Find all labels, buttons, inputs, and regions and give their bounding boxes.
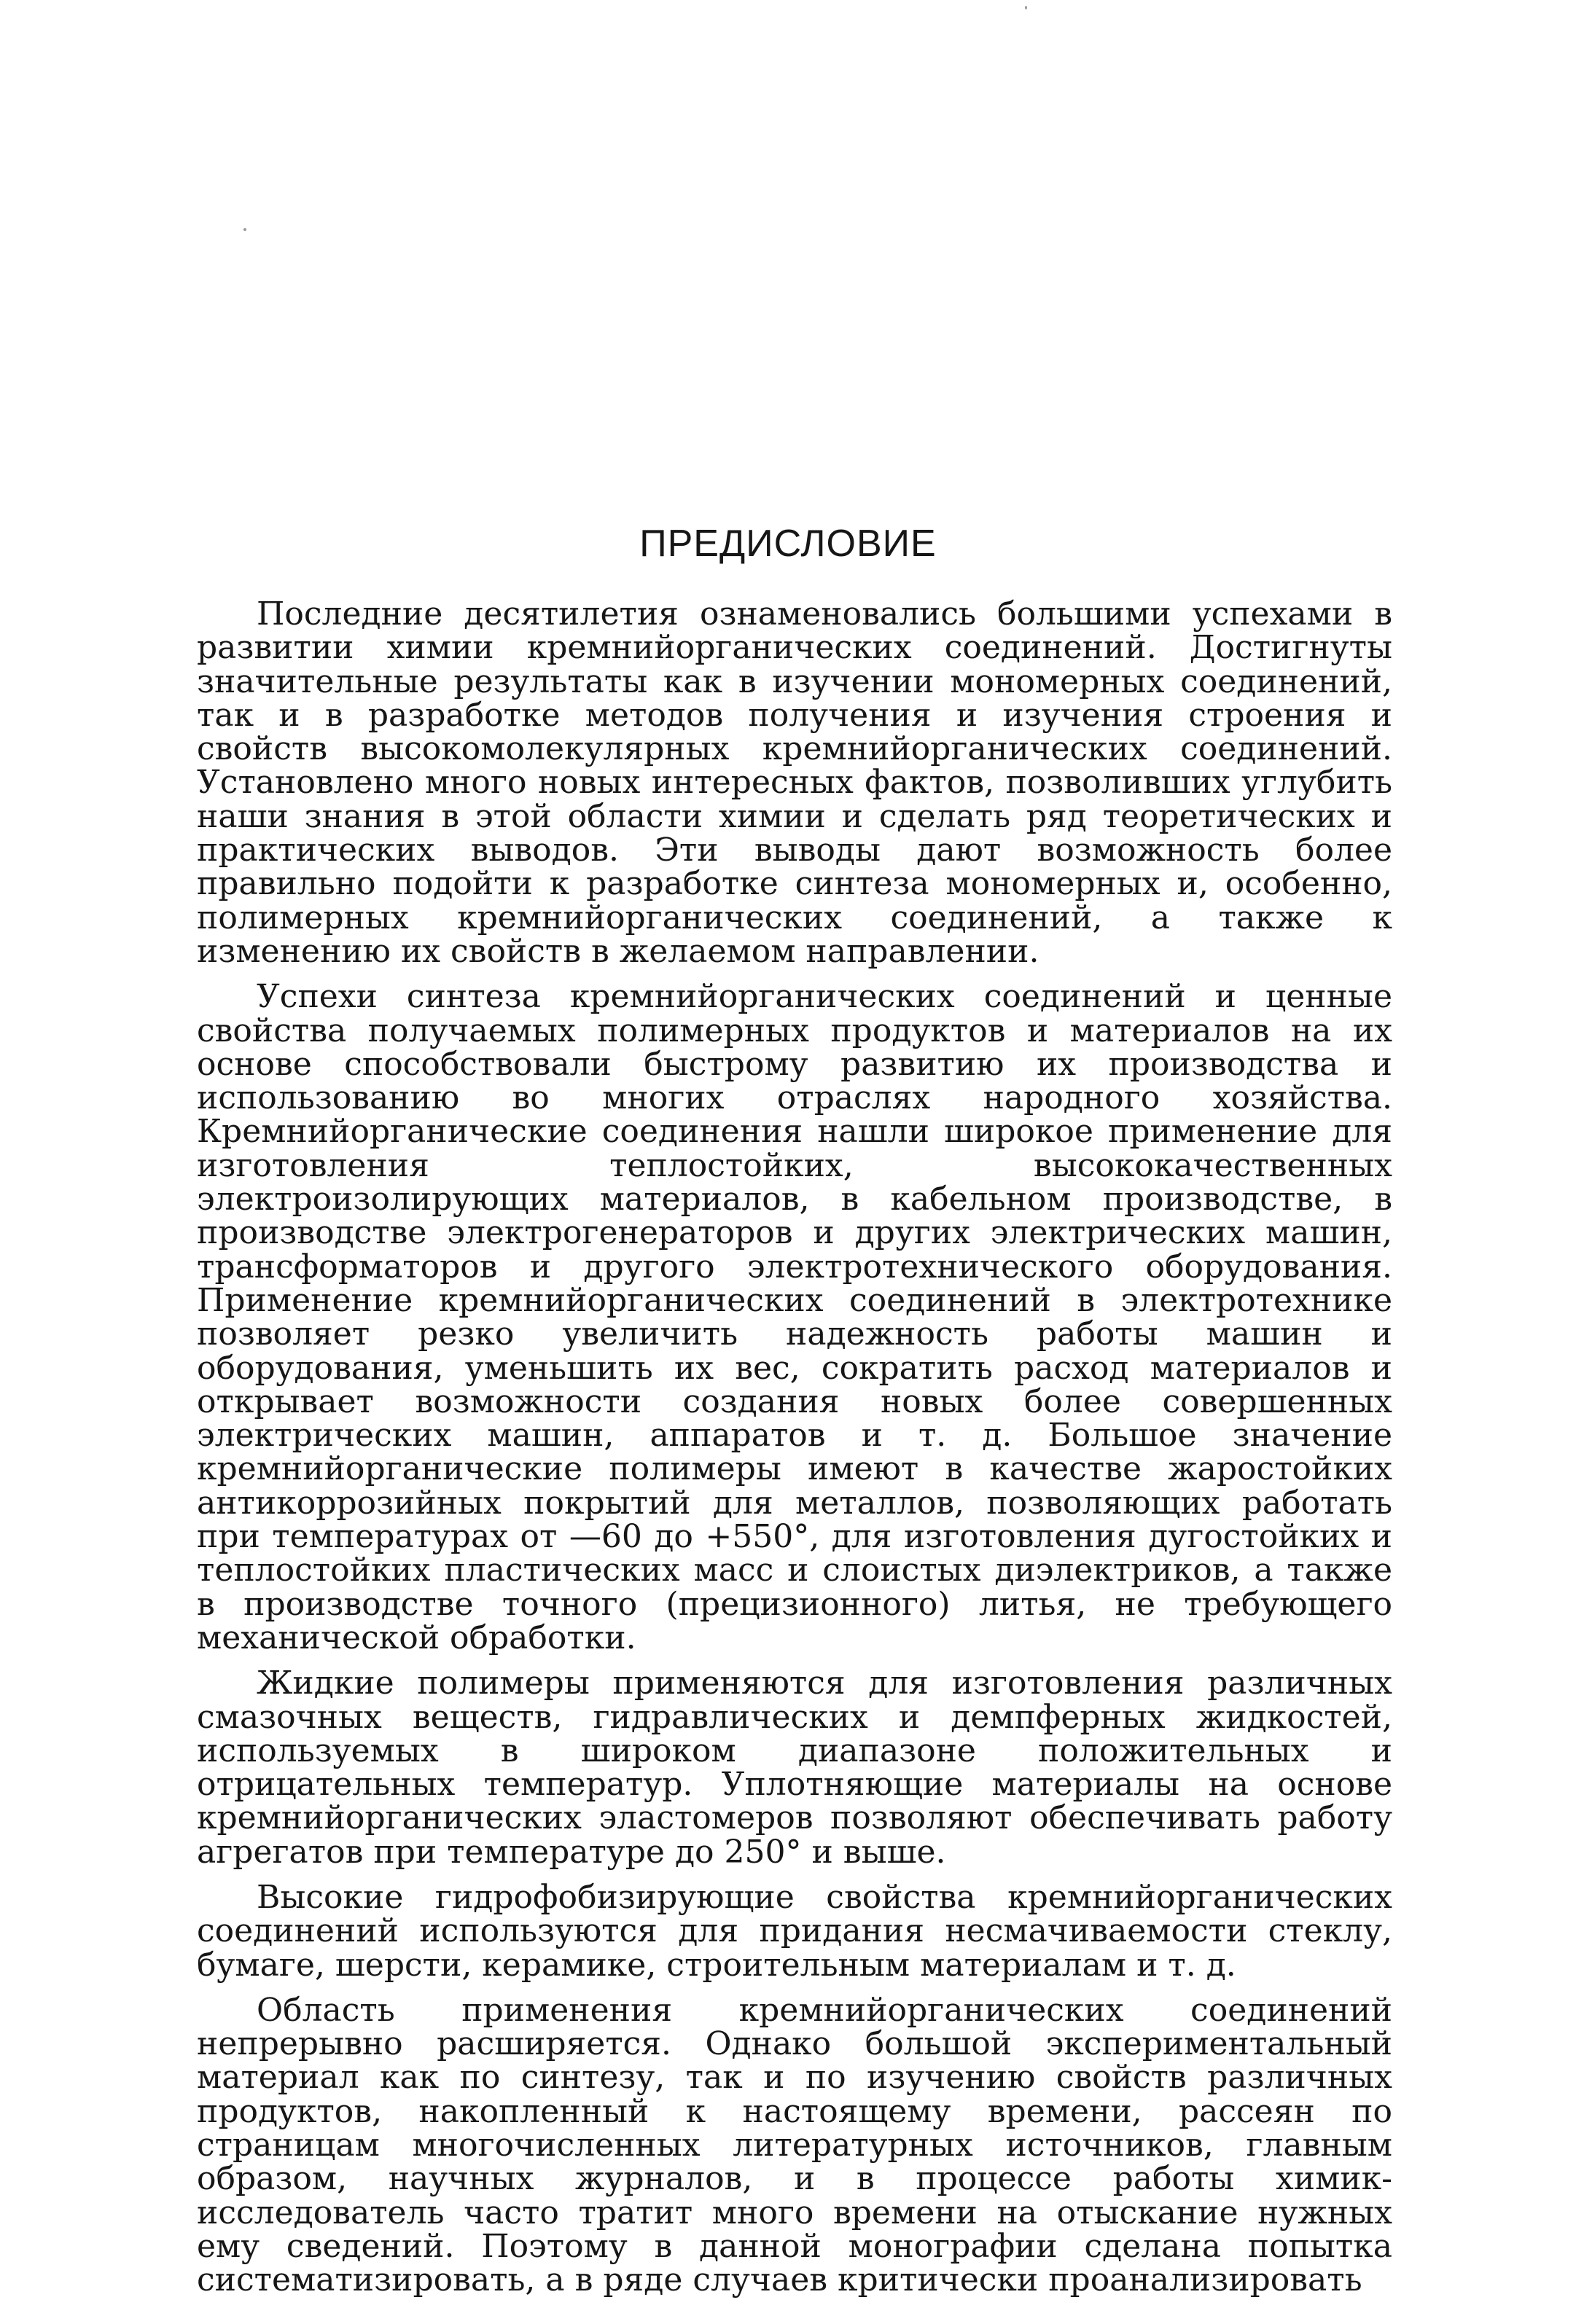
paragraph-1: Последние десятилетия ознаменовались большими успехами в развитии химии кремнийорганических соединений. Достигнуты значительные результаты как в изучении мономерных соединений, так и в разработке методов получения и изучения строения и свойств высокомолекулярных кремнийорганических соединений. Установлено много новых интересных фактов, позволивших углубить наши знания в этой области химии и сделать ряд теоретических и практических выводов. Эти выводы дают возможность более правильно подойти к разработке синтеза мономерных и, особенно, полимерных кремнийорганических соединений, а также к изменению их свойств в желаемом направлении. [197, 595, 1392, 970]
paragraph-5: Область применения кремнийорганических соединений непрерывно расширяется. Однако большой экспериментальный материал как по синтезу, так и по изучению свойств различных продуктов, накопленный к настоящему времени, рассеян по страницам многочисленных литературных источников, главным образом, научных журналов, и в процессе работы химик-исследователь часто тратит много времени на отыскание нужных ему сведений. Поэтому в данной монографии сделана попытка систематизировать, а в ряде случаев критически проанализировать [197, 1991, 1392, 2299]
paragraph-2: Успехи синтеза кремнийорганических соединений и ценные свойства получаемых полимерных продуктов и материалов на их основе способствовали быстрому развитию их производства и использованию во многих отраслях народного хозяйства. Кремнийорганические соединения нашли широкое применение для изготовления теплостойких, высококачественных электроизолирующих материалов, в кабельном производстве, в производстве электрогенераторов и других электрических машин, трансформаторов и другого электротехнического оборудования. Применение кремнийорганических соединений в электротехнике позволяет резко увеличить надежность работы машин и оборудования, уменьшить их вес, сократить расход материалов и открывает возможности создания новых более совершенных электрических машин, аппаратов и т. д. Большое значение кремнийорганические полимеры имеют в качестве жаростойких антикоррозийных покрытий для металлов, позволяющих работать при температурах от —60 до +550°, для изготовления дугостойких и теплостойких пластических масс и слоистых диэлектриков, а также в производстве точного (прецизионного) литья, не требующего механической обработки. [197, 978, 1392, 1656]
scan-speck [1025, 6, 1027, 9]
paragraph-4: Высокие гидрофобизирующие свойства кремнийорганических соединений используются для придания несмачиваемости стеклу, бумаге, шерсти, керамике, строительным материалам и т. д. [197, 1878, 1392, 1984]
body-text [197, 595, 1392, 2309]
page-title: ПРЕДИСЛОВИЕ [639, 523, 937, 565]
paragraph-3: Жидкие полимеры применяются для изготовления различных смазочных веществ, гидравлических и демпферных жидкостей, используемых в широком диапазоне положительных и отрицательных температур. Уплотняющие материалы на основе кремнийорганических эластомеров позволяют обеспечивать работу агрегатов при температуре до 250° и выше. [197, 1664, 1392, 1871]
scan-speck [243, 228, 246, 231]
